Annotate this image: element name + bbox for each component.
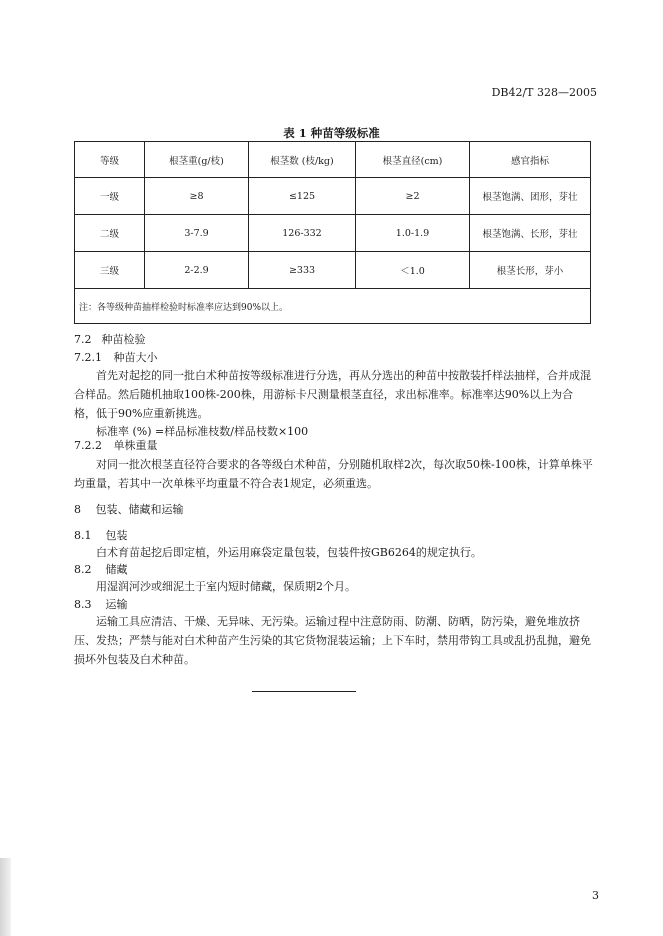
section-8-1-heading: 8.1 包装 bbox=[74, 529, 128, 542]
table-header-row bbox=[75, 142, 591, 178]
col-header-sensory: 感官指标 bbox=[470, 142, 591, 178]
table-row bbox=[75, 178, 591, 215]
section-7-2-1-heading: 7.2.1 种苗大小 bbox=[74, 351, 158, 364]
scan-edge-shadow bbox=[0, 858, 11, 936]
section-8-3-heading: 8.3 运输 bbox=[74, 598, 128, 611]
table-title: 表 1 种苗等级标准 bbox=[283, 126, 380, 140]
section-8-1-paragraph: 白术育苗起挖后即定植，外运用麻袋定量包装，包装件按GB6264的规定执行。 bbox=[96, 546, 482, 559]
section-7-2-1-paragraph: 首先对起挖的同一批白术种苗按等级标准进行分选，再从分选出的种苗中按散装扦样法抽样，合并成混合样品。然后随机抽取100株-200株，用游标卡尺测量根茎直径，求出标准率。标准率达90%以上为合格，低于90%应重新挑选。 bbox=[74, 369, 591, 420]
table-row bbox=[75, 215, 591, 252]
document-code: DB42/T 328—2005 bbox=[491, 86, 597, 99]
table-row bbox=[75, 252, 591, 289]
section-7-2-2-paragraph: 对同一批次根茎直径符合要求的各等级白术种苗，分别随机取样2次，每次取50株-100株，计算单株平均重量，若其中一次单株平均重量不符合表1规定，必须重选。 bbox=[74, 458, 593, 490]
section-7-2-2-heading: 7.2.2 单株重量 bbox=[74, 439, 158, 452]
table-note-row bbox=[75, 289, 591, 324]
table-cell: 3-7.9 bbox=[145, 215, 249, 252]
section-8-2-heading: 8.2 储藏 bbox=[74, 563, 128, 576]
table-cell: ≥8 bbox=[145, 178, 249, 215]
section-8-heading: 8 包装、储藏和运输 bbox=[74, 503, 184, 516]
table-cell: 2-2.9 bbox=[145, 252, 249, 289]
table-cell: 根茎饱满、团形，芽壮 bbox=[470, 178, 591, 215]
table-cell: 根茎长形，芽小 bbox=[470, 252, 591, 289]
table-cell: 1.0-1.9 bbox=[356, 215, 470, 252]
table-cell: ≥2 bbox=[356, 178, 470, 215]
table-note: 注：各等级种苗抽样检验时标准率应达到90%以上。 bbox=[75, 289, 591, 324]
section-7-2-heading: 7.2 种苗检验 bbox=[74, 333, 146, 346]
table-cell: 126-332 bbox=[249, 215, 356, 252]
seedling-grade-table bbox=[74, 141, 591, 324]
col-header-grade: 等级 bbox=[75, 142, 145, 178]
table-cell: 根茎饱满、长形，芽壮 bbox=[470, 215, 591, 252]
table-cell: ≤125 bbox=[249, 178, 356, 215]
table-cell: 三级 bbox=[75, 252, 145, 289]
table-cell: 一级 bbox=[75, 178, 145, 215]
col-header-count: 根茎数 (枝/kg) bbox=[249, 142, 356, 178]
col-header-weight: 根茎重(g/枝) bbox=[145, 142, 249, 178]
section-8-2-paragraph: 用湿润河沙或细泥土于室内短时储藏，保质期2个月。 bbox=[96, 580, 356, 593]
table-cell: 二级 bbox=[75, 215, 145, 252]
table-cell: ≥333 bbox=[249, 252, 356, 289]
page-number: 3 bbox=[592, 889, 599, 902]
standard-rate-formula: 标准率 (%) =样品标准枝数/样品枝数×100 bbox=[96, 425, 309, 438]
end-of-text-rule bbox=[252, 691, 356, 692]
section-8-3-paragraph: 运输工具应清洁、干燥、无异味、无污染。运输过程中注意防雨、防潮、防晒，防污染，避免堆放挤压、发热；严禁与能对白术种苗产生污染的其它货物混装运输；上下车时，禁用带钩工具或乱扔乱抛，避免损坏外包装及白术种苗。 bbox=[74, 615, 591, 666]
col-header-diameter: 根茎直径(cm) bbox=[356, 142, 470, 178]
table-cell: ＜1.0 bbox=[356, 252, 470, 289]
